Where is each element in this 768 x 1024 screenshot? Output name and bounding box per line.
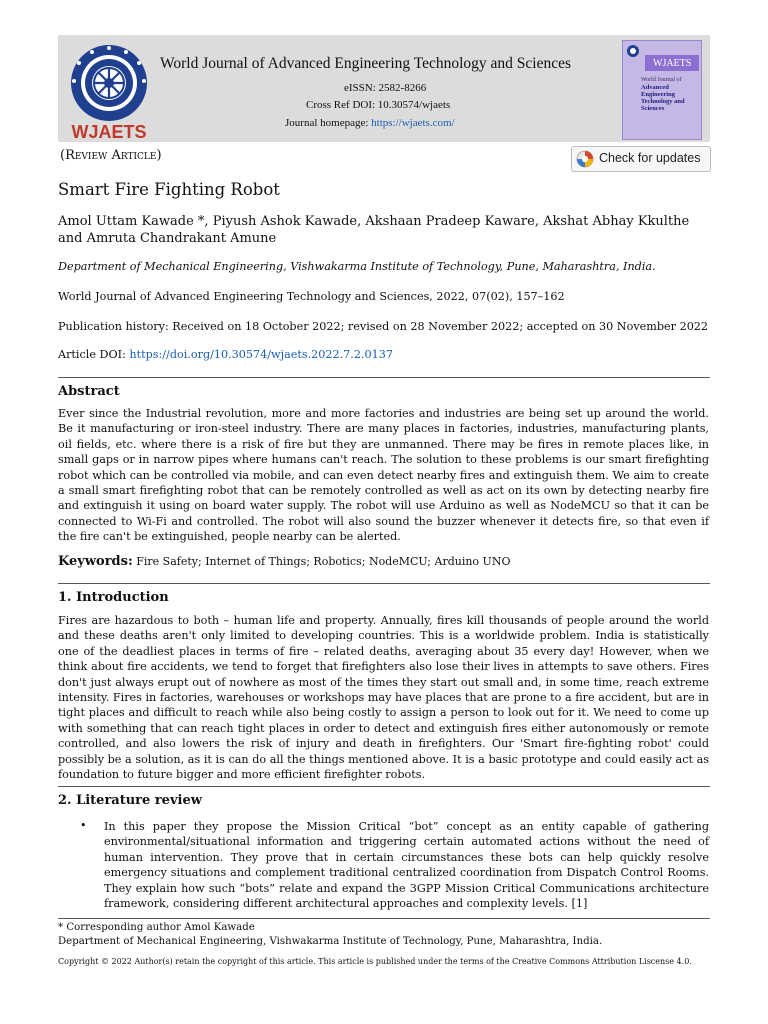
article-type-close: ) — [156, 148, 162, 163]
article-type — [60, 148, 162, 163]
eissn: eISSN: 2582-8266 — [344, 82, 427, 94]
article-title: Smart Fire Fighting Robot — [58, 180, 280, 199]
homepage-link[interactable]: https://wjaets.com/ — [371, 117, 455, 129]
introduction-heading: 1. Introduction — [58, 590, 169, 605]
doi-link[interactable]: https://doi.org/10.30574/wjaets.2022.7.2.0137 — [129, 348, 394, 361]
cover-line2: Advanced Engineering Technology and Sciences — [641, 84, 685, 112]
homepage-label: Journal homepage: — [285, 117, 372, 129]
journal-title: World Journal of Advanced Engineering Technology and Sciences — [160, 55, 572, 72]
divider — [58, 377, 710, 378]
abstract-text: Ever since the Industrial revolution, more and more factories and industries are being set up around the world. Be it manufacturing or iron-steel industry. There are many places in factories, industries, manufacturing plants, oil fields, etc. where there is a risk of fire but they are unmanned. There may be fires in remote places like, in small gaps or in narrow pipes where humans can't reach. The solution to these problems is our smart firefighting robot which can be controlled via mobile, and can even detect nearby fires and extinguish them. We aim to create a small smart firefighting robot that can be remotely controlled as well as act on its own by detecting nearby fire and extinguish it using on board water supply. The robot will use Arduino as well as NodeMCU so that it can be connected to Wi-Fi and controlled. The robot will also sound the buzzer whenever it detects fire, so that even if the fire can't be extinguished, people nearby can be alerted. — [58, 407, 709, 544]
doi-label: Article DOI: — [58, 348, 130, 361]
keywords-text: Fire Safety; Internet of Things; Robotics; NodeMCU; Arduino UNO — [132, 555, 511, 568]
divider — [58, 786, 710, 787]
keywords-label: Keywords: — [58, 554, 133, 569]
article-type-open: ( — [60, 148, 66, 163]
abstract-heading: Abstract — [58, 384, 120, 399]
logo-text: WJAETS — [71, 122, 147, 141]
journal-homepage — [285, 117, 455, 129]
cover-abbrev: WJAETS — [653, 58, 692, 69]
publication-history: Publication history: Received on 18 October 2022; revised on 28 November 2022; accepted on 30 November 2022 — [58, 320, 709, 333]
check-for-updates-label: Check for updates — [599, 151, 701, 165]
divider — [58, 583, 710, 584]
citation: World Journal of Advanced Engineering Technology and Sciences, 2022, 07(02), 157–162 — [58, 290, 565, 303]
literature-item: In this paper they propose the Mission Critical “bot” concept as an entity capable of gathering environmental/situational information and triggering certain automated actions without the need of human intervention. They prove that in certain circumstances these bots can help quickly resolve emergency situations and complement traditional centralized coordination from Dispatch Control Rooms. They explain how such “bots” relate and expand the 3GPP Mission Critical Communications architecture framework, considering different architectural approaches and complexity levels. [1] — [104, 820, 709, 911]
keywords — [58, 550, 510, 569]
corresponding-department: Department of Mechanical Engineering, Vishwakarma Institute of Technology, Pune, Maharashtra, India. — [58, 936, 603, 947]
authors: Amol Uttam Kawade *, Piyush Ashok Kawade, Akshaan Pradeep Kaware, Akshat Abhay Kkulthe and Amruta Chandrakant Amune — [58, 214, 690, 246]
journal-cover — [622, 40, 702, 140]
cover-line1: World Journal of — [641, 77, 682, 83]
article-doi — [58, 348, 393, 361]
check-for-updates-icon — [576, 150, 594, 168]
corresponding-author: * Corresponding author Amol Kawade — [58, 922, 255, 933]
crossref-doi: Cross Ref DOI: 10.30574/wjaets — [306, 99, 451, 111]
cover-logo-icon — [626, 44, 640, 58]
check-for-updates-button[interactable] — [571, 146, 711, 172]
introduction-text: Fires are hazardous to both – human life and property. Annually, fires kill thousands of people around the world and these deaths aren't only limited to developing countries. This is a worldwide problem. India is statistically one of the deadliest places in terms of fire – related deaths, averaging about 35 every day! However, when we think about fire accidents, we tend to forget that firefighters also lose their lives in attempts to save others. Fires don't just always erupt out of nowhere as most of the times they start out small and, in some time, reach extreme intensity. Fires in factories, warehouses or workshops may have places that are prone to a fire accident, but are in tight places and difficult to reach while also being costly to assign a person to look out for it. We need to come up with something that can reach tight places in order to detect and extinguish fires either autonomously or remote controlled, and also lowers the risk of injury and death in firefighters. Our 'Smart fire-fighting robot' could possibly be a solution, as it is can do all the things mentioned above. It is a basic prototype and could easily act as foundation to future bigger and more efficient firefighter robots. — [58, 614, 709, 782]
article-type-label: Review Article — [65, 148, 157, 163]
footnote-divider — [58, 918, 710, 919]
bullet: • — [80, 819, 87, 832]
journal-header — [58, 35, 710, 142]
affiliation: Department of Mechanical Engineering, Vishwakarma Institute of Technology, Pune, Maharashtra, India. — [58, 260, 656, 273]
copyright: Copyright © 2022 Author(s) retain the copyright of this article. This article is published under the terms of the Creative Commons Attribution Liscense 4.0. — [58, 957, 692, 966]
wjaets-logo — [64, 41, 154, 141]
cover-title — [641, 77, 697, 112]
literature-heading: 2. Literature review — [58, 793, 202, 808]
